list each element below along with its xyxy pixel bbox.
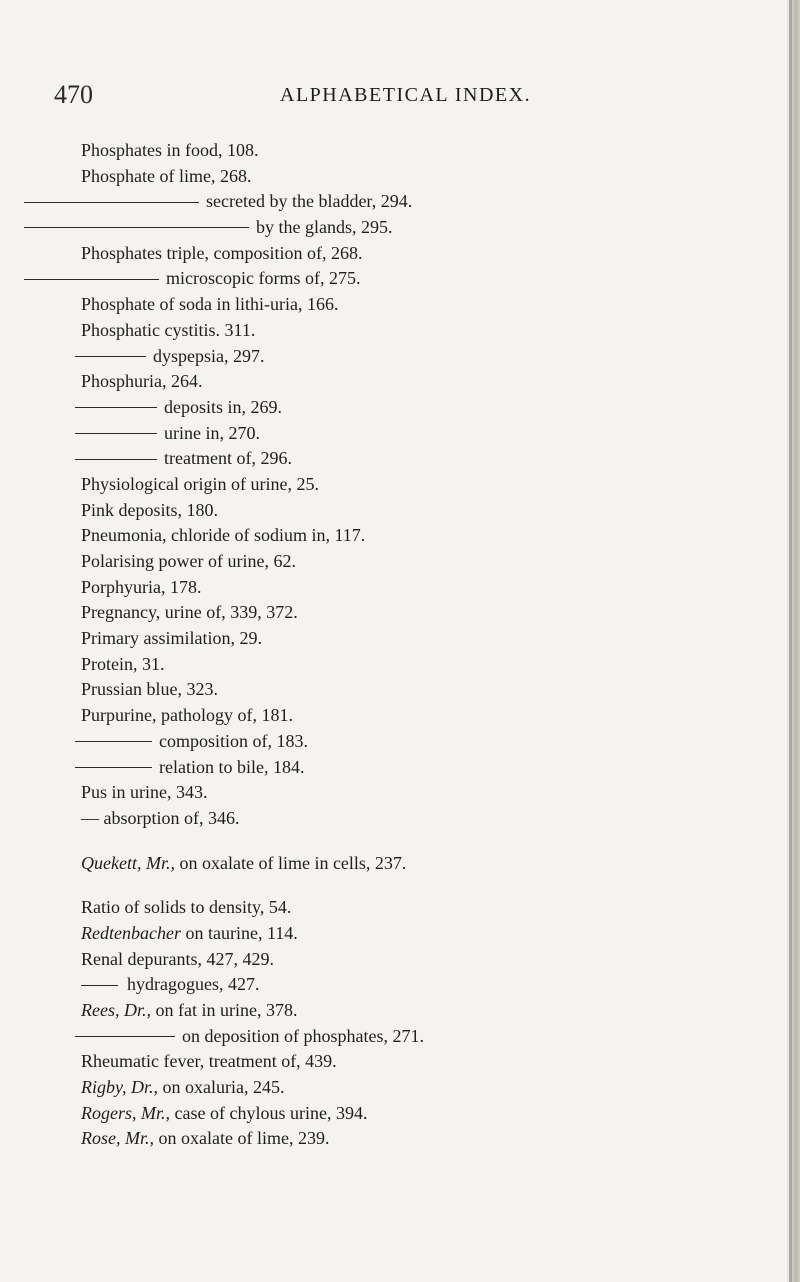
index-entry: [81, 164, 741, 190]
entry-text: on oxalate of lime in cells, 237.: [179, 852, 407, 873]
index-entry: [81, 1126, 741, 1152]
entry-text: Primary assimilation, 29.: [81, 628, 262, 649]
author-name: Redtenbacher: [81, 922, 181, 943]
index-entry: [81, 947, 741, 973]
subentry-text: treatment of, 296.: [164, 448, 292, 469]
index-entry: [81, 369, 741, 395]
index-entry: [81, 1101, 741, 1127]
index-subentry: [81, 972, 741, 998]
subentry-text: by the glands, 295.: [256, 217, 393, 238]
entry-text: Protein, 31.: [81, 653, 165, 674]
entry-text: on taurine, 114.: [185, 922, 298, 943]
index-subentry: [81, 755, 741, 781]
subentry-text: microscopic forms of, 275.: [166, 268, 361, 289]
entry-text: — absorption of, 346.: [81, 807, 240, 828]
author-name: Quekett, Mr.,: [81, 852, 175, 873]
page-number: 470: [54, 80, 93, 109]
entry-text: case of chylous urine, 394.: [174, 1102, 368, 1123]
entry-text: on oxalate of lime, 239.: [158, 1128, 330, 1149]
subentry-text: dyspepsia, 297.: [153, 345, 265, 366]
index-entry: [81, 1075, 741, 1101]
index-entry: [81, 780, 741, 806]
author-name: Rigby, Dr.,: [81, 1077, 159, 1098]
entry-text: Phosphate of soda in lithi-uria, 166.: [81, 294, 339, 315]
entry-text: Renal depurants, 427, 429.: [81, 948, 274, 969]
index-subentry: [81, 215, 741, 241]
index-subentry: [81, 1024, 741, 1050]
author-name: Rees, Dr.,: [81, 1000, 151, 1020]
ditto-dash: [24, 227, 249, 228]
entry-text: Phosphatic cystitis. 311.: [81, 319, 256, 340]
entry-text: Phosphates in food, 108.: [81, 140, 259, 160]
index-entry: [81, 1049, 741, 1075]
index-subentry: [81, 189, 741, 215]
ditto-dash: [75, 356, 146, 357]
author-name: Rose, Mr.,: [81, 1128, 154, 1149]
entry-text: Polarising power of urine, 62.: [81, 551, 296, 571]
index-entry: [81, 549, 741, 575]
entry-text: Prussian blue, 323.: [81, 679, 218, 700]
entry-text: Pus in urine, 343.: [81, 782, 208, 803]
entry-text: Phosphates triple, composition of, 268.: [81, 242, 363, 263]
index-entry: [81, 998, 741, 1024]
entry-text: on fat in urine, 378.: [155, 1000, 298, 1020]
subentry-text: urine in, 270.: [164, 422, 260, 443]
index-entry: [81, 652, 741, 678]
subentry-text: deposits in, 269.: [164, 396, 283, 417]
subentry-text: composition of, 183.: [159, 730, 308, 751]
entry-text: Purpurine, pathology of, 181.: [81, 705, 293, 726]
index-entry: [81, 523, 741, 549]
index-entry: [81, 472, 741, 498]
entry-text: Pink deposits, 180.: [81, 499, 219, 520]
index-entry: [81, 677, 741, 703]
entry-text: Rheumatic fever, treatment of, 439.: [81, 1051, 337, 1072]
index-entry: [81, 318, 741, 344]
index-list: [81, 138, 741, 1152]
page-edge-line: [789, 0, 792, 1282]
index-entry: [81, 626, 741, 652]
entry-text: Ratio of solids to density, 54.: [81, 897, 292, 918]
entry-text: Phosphuria, 264.: [81, 371, 203, 392]
ditto-dash: [24, 202, 199, 203]
ditto-dash: [75, 407, 157, 408]
index-entry: [81, 241, 741, 267]
entry-text: Pregnancy, urine of, 339, 372.: [81, 602, 298, 623]
index-subentry: [81, 344, 741, 370]
index-subentry: [81, 266, 741, 292]
subentry-text: on deposition of phosphates, 271.: [182, 1025, 424, 1046]
running-head: ALPHABETICAL INDEX.: [280, 84, 532, 106]
ditto-dash: [75, 741, 152, 742]
index-entry: [81, 575, 741, 601]
subentry-text: hydragogues, 427.: [127, 974, 260, 995]
subentry-text: secreted by the bladder, 294.: [206, 191, 413, 212]
section-gap: [81, 832, 741, 851]
index-subentry: [81, 729, 741, 755]
index-entry: [81, 921, 741, 947]
ditto-dash: [75, 433, 157, 434]
index-subentry: [81, 446, 741, 472]
entry-text: Porphyuria, 178.: [81, 576, 202, 597]
author-name: Rogers, Mr.,: [81, 1102, 170, 1123]
index-entry: [81, 703, 741, 729]
index-entry: [81, 806, 741, 832]
page-header: [54, 80, 532, 112]
ditto-dash: [75, 767, 152, 768]
index-entry: [81, 600, 741, 626]
subentry-text: relation to bile, 184.: [159, 756, 305, 777]
ditto-dash: [75, 459, 157, 460]
section-gap: [81, 876, 741, 895]
index-subentry: [81, 395, 741, 421]
entry-text: Physiological origin of urine, 25.: [81, 473, 319, 494]
index-entry: [81, 895, 741, 921]
index-entry: [81, 498, 741, 524]
index-subentry: [81, 421, 741, 447]
index-entry: [81, 292, 741, 318]
index-entry: [81, 138, 741, 164]
entry-text: on oxaluria, 245.: [162, 1077, 285, 1098]
ditto-dash: [81, 985, 118, 986]
ditto-dash: [24, 279, 159, 280]
entry-text: Pneumonia, chloride of sodium in, 117.: [81, 525, 366, 546]
entry-text: Phosphate of lime, 268.: [81, 165, 252, 186]
index-entry: [81, 851, 741, 877]
ditto-dash: [75, 1036, 175, 1037]
